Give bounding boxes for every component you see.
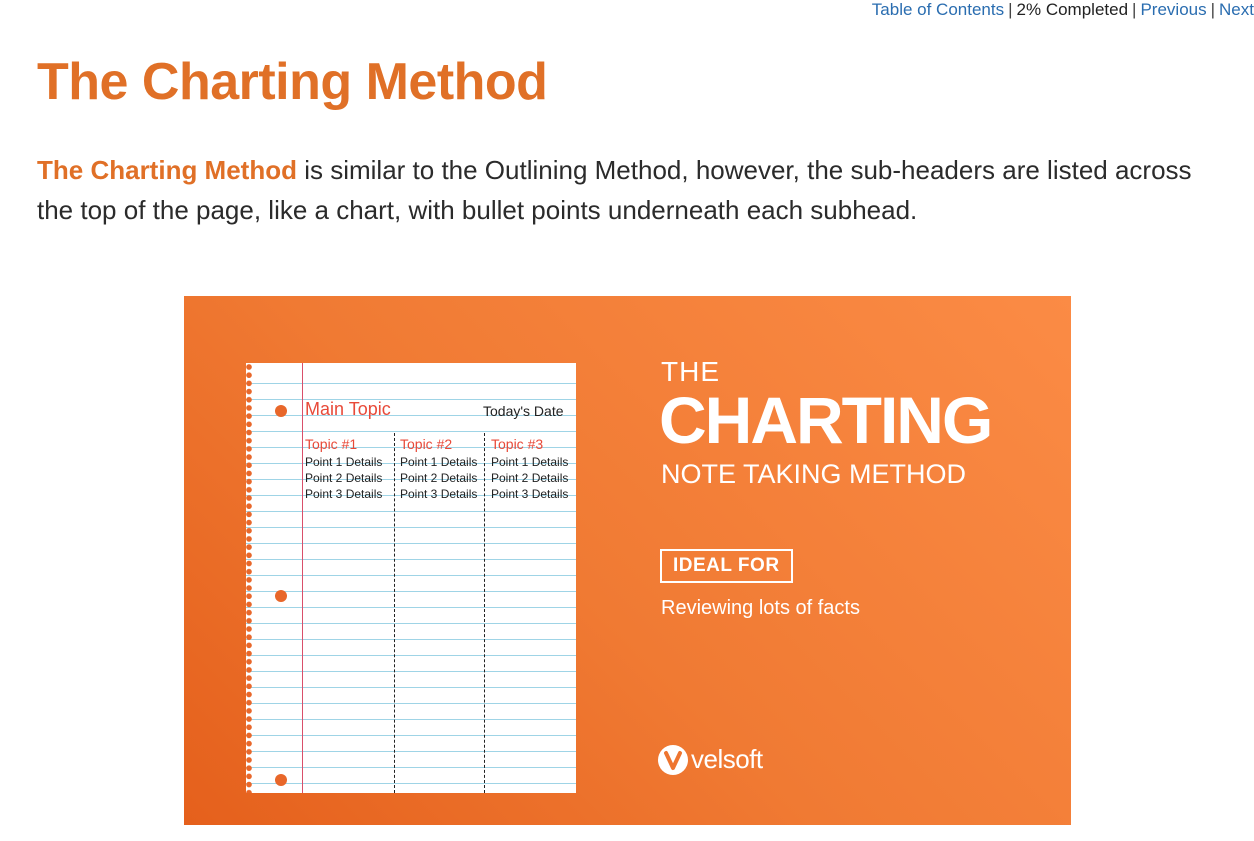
charting-method-banner-image [184, 296, 1071, 825]
notebook-detail: Point 1 Details [305, 455, 383, 469]
banner-subtitle: NOTE TAKING METHOD [661, 459, 967, 489]
intro-paragraph [37, 150, 1217, 230]
nav-separator: | [1210, 0, 1216, 19]
punch-hole [275, 774, 287, 786]
page-title: The Charting Method [37, 53, 548, 111]
nav-separator: | [1008, 0, 1013, 19]
banner-heading-charting: CHARTING [659, 383, 992, 457]
notebook-topic: Topic #3 [491, 436, 544, 452]
notebook-illustration [246, 363, 576, 793]
column-divider [484, 433, 485, 793]
notebook-detail: Point 1 Details [491, 455, 569, 469]
next-link[interactable]: Next [1219, 0, 1254, 19]
notebook-topic: Topic #2 [400, 436, 453, 452]
velsoft-logo-text: velsoft [691, 744, 763, 774]
intro-text: is similar to the Outlining Method, however, the sub-headers are listed across the top of the page, like a chart, with bullet points underneath each subhead. [37, 155, 1192, 225]
ideal-for-text: Reviewing lots of facts [661, 597, 860, 619]
spiral-binding [246, 363, 256, 793]
banner-heading-the: THE [661, 356, 720, 387]
top-navigation [872, 0, 1254, 20]
notebook-detail: Point 3 Details [491, 487, 569, 501]
notebook-detail: Point 2 Details [491, 471, 569, 485]
notebook-detail: Point 1 Details [400, 455, 478, 469]
notebook-main-topic: Main Topic [305, 399, 391, 419]
ideal-for-badge: IDEAL FOR [660, 549, 793, 583]
column-divider [394, 433, 395, 793]
notebook-detail: Point 2 Details [305, 471, 383, 485]
velsoft-logo-icon [658, 745, 688, 775]
intro-highlight: The Charting Method [37, 155, 297, 185]
table-of-contents-link[interactable]: Table of Contents [871, 0, 1005, 19]
notebook-date: Today's Date [483, 403, 564, 419]
progress-status: 2% Completed [1016, 0, 1129, 19]
notebook-detail: Point 3 Details [305, 487, 383, 501]
notebook-detail: Point 3 Details [400, 487, 478, 501]
notebook-detail: Point 2 Details [400, 471, 478, 485]
punch-hole [275, 590, 287, 602]
notebook-topic: Topic #1 [305, 436, 358, 452]
notebook-margin-line [302, 363, 303, 793]
previous-link[interactable]: Previous [1140, 0, 1207, 19]
punch-hole [275, 405, 287, 417]
nav-separator: | [1132, 0, 1137, 19]
